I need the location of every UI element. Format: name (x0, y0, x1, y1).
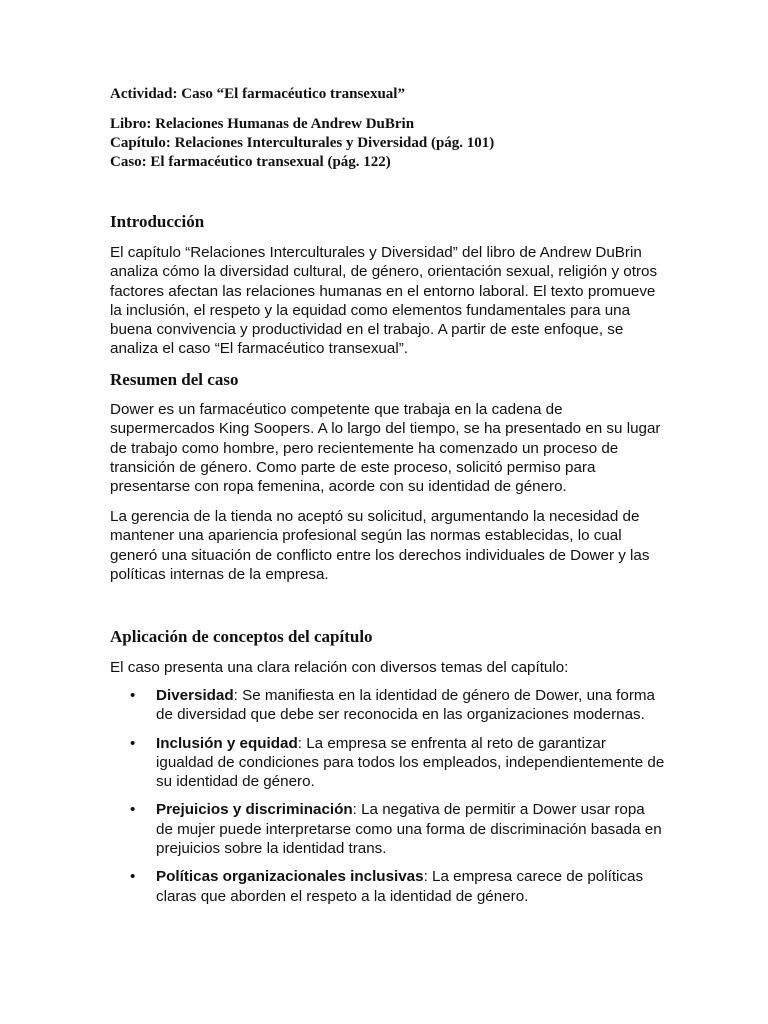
list-item (110, 686, 665, 725)
application-heading: Aplicación de conceptos del capítulo (110, 627, 373, 646)
list-item (110, 867, 665, 906)
chapter-line: Capítulo: Relaciones Interculturales y Diversidad (pág. 101) (110, 135, 495, 151)
intro-heading: Introducción (110, 212, 205, 231)
list-item-term: Inclusión y equidad (156, 734, 298, 752)
bullet-icon: • (130, 868, 136, 886)
list-item-text: : La empresa carece de políticas claras que aborden el respeto a la identidad de género. (156, 868, 644, 905)
list-item-text: : La empresa se enfrenta al reto de garantizar igualdad de condiciones para todos los empleados, independientemente de su identidad de género. (156, 734, 665, 791)
bullet-icon: • (130, 687, 136, 704)
summary-paragraph-2: La gerencia de la tienda no aceptó su solicitud, argumentando la necesidad de mantener una apariencia profesional según las normas establecidas, lo cual generó una situación de conflicto entre los derechos individuales de Dower y las políticas internas de la empresa. (110, 508, 650, 583)
activity-title: Actividad: Caso “El farmacéutico transexual” (110, 86, 405, 102)
bullet-icon: • (130, 801, 136, 819)
source-info (110, 115, 494, 172)
application-intro: El caso presenta una clara relación con diversos temas del capítulo: (110, 659, 569, 676)
list-item-term: Prejuicios y discriminación (156, 801, 353, 819)
case-line: Caso: El farmacéutico transexual (pág. 122) (110, 154, 391, 170)
list-item (110, 800, 665, 858)
concepts-list (110, 686, 665, 915)
list-item-term: Diversidad (156, 687, 234, 704)
list-item-text: : La negativa de permitir a Dower usar ropa de mujer puede interpretarse como una forma de discriminación basada en prejuicios sobre la identidad trans. (156, 801, 662, 858)
list-item-text: : Se manifiesta en la identidad de género de Dower, una forma de diversidad que debe ser reconocida en las organizaciones modernas. (156, 687, 655, 724)
list-item (110, 734, 665, 792)
list-item-term: Políticas organizacionales inclusivas (156, 868, 424, 886)
intro-paragraph: El capítulo “Relaciones Interculturales y Diversidad” del libro de Andrew DuBrin analiza cómo la diversidad cultural, de género, orientación sexual, religión y otros factores afectan las relaciones humanas en el entorno laboral. El texto promueve la inclusión, el respeto y la equidad como elementos fundamentales para una buena convivencia y productividad en el trabajo. A partir de este enfoque, se analiza el caso “El farmacéutico transexual”. (110, 244, 658, 358)
book-line: Libro: Relaciones Humanas de Andrew DuBrin (110, 116, 415, 132)
summary-heading: Resumen del caso (110, 370, 239, 389)
bullet-icon: • (130, 734, 136, 752)
summary-paragraph-1: Dower es un farmacéutico competente que trabaja en la cadena de supermercados King Soopers. A lo largo del tiempo, se ha presentado en su lugar de trabajo como hombre, pero recientemente ha comenzado un proceso de transición de género. Como parte de este proceso, solicitó permiso para presentarse con ropa femenina, acorde con su identidad de género. (110, 401, 661, 496)
